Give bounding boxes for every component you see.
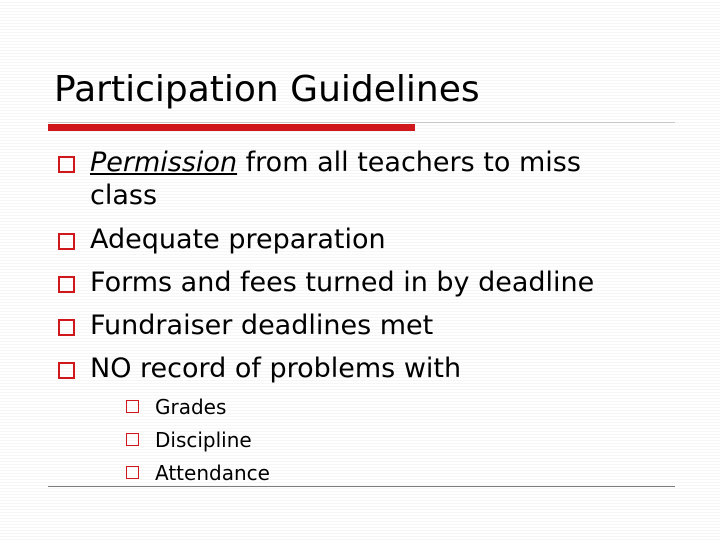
hollow-square-bullet-icon <box>126 466 139 479</box>
sub-bullet-text: Discipline <box>155 428 252 452</box>
footer-divider <box>48 486 675 487</box>
title-underline-accent <box>48 124 415 131</box>
bullet-text: Forms and fees turned in by deadline <box>90 267 595 298</box>
bullet-emphasis: Permission <box>90 147 238 178</box>
hollow-square-bullet-icon <box>58 362 75 379</box>
hollow-square-bullet-icon <box>58 276 75 293</box>
bullet-text: NO record of problems with <box>90 353 462 384</box>
bullet-text: Adequate preparation <box>90 224 386 255</box>
sub-bullet-text: Grades <box>155 395 227 419</box>
title-underline-thin <box>48 122 675 123</box>
sub-bullet-text: Attendance <box>155 461 270 485</box>
hollow-square-bullet-icon <box>126 433 139 446</box>
bullet-text-continuation: class <box>90 180 158 211</box>
hollow-square-bullet-icon <box>58 156 75 173</box>
bullet-text: from all teachers to miss <box>237 147 581 178</box>
hollow-square-bullet-icon <box>126 400 139 413</box>
slide-title: Participation Guidelines <box>54 69 480 110</box>
bullet-text: Fundraiser deadlines met <box>90 310 434 341</box>
hollow-square-bullet-icon <box>58 319 75 336</box>
hollow-square-bullet-icon <box>58 233 75 250</box>
